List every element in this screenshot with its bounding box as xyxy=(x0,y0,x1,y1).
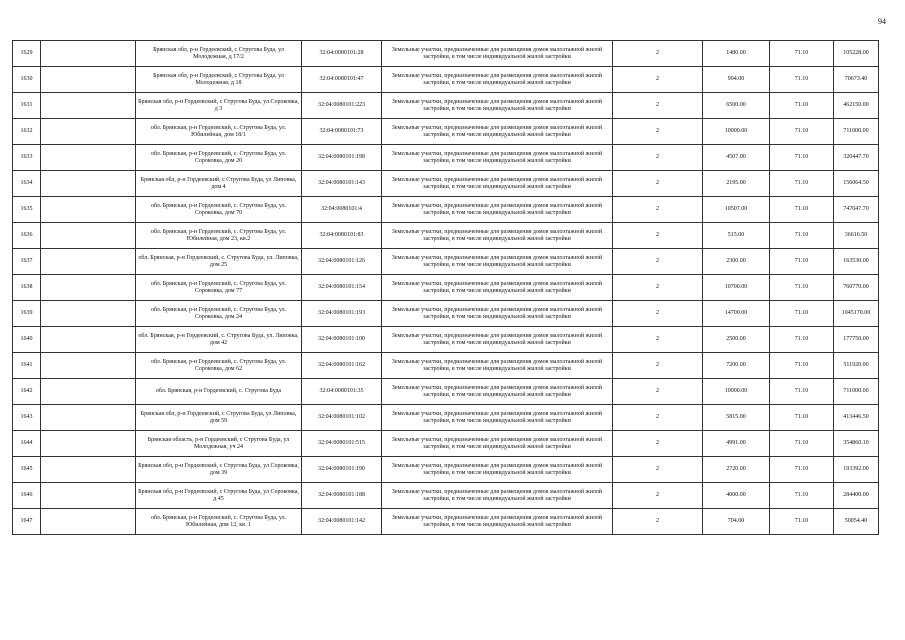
table-row xyxy=(13,223,879,249)
rate-cell: 71.10 xyxy=(770,483,834,509)
row-number: 1636 xyxy=(13,223,41,249)
rate-cell: 71.10 xyxy=(770,171,834,197)
table-row xyxy=(13,431,879,457)
rate-cell: 71.10 xyxy=(770,457,834,483)
row-number: 1643 xyxy=(13,405,41,431)
table-row xyxy=(13,483,879,509)
blank-cell xyxy=(41,509,136,535)
cadastral-number-cell: 32:04:0080101:193 xyxy=(302,301,382,327)
table-row xyxy=(13,275,879,301)
row-number: 1634 xyxy=(13,171,41,197)
row-number: 1639 xyxy=(13,301,41,327)
rate-cell: 71.10 xyxy=(770,301,834,327)
row-number: 1632 xyxy=(13,119,41,145)
cadastral-value-cell: 193392.00 xyxy=(834,457,879,483)
table-row xyxy=(13,119,879,145)
address-cell: обл. Брянская, р-н Гордеевский, с. Струговa Буда, ул. Юбилейная, дом 18/1 xyxy=(136,119,302,145)
table-row xyxy=(13,301,879,327)
area-cell: 2720.00 xyxy=(703,457,770,483)
cadastral-number-cell: 32:04:0080101:47 xyxy=(302,67,382,93)
cadastral-value-cell: 747047.70 xyxy=(834,197,879,223)
address-cell: обл. Брянская, р-н Гордеевский, с. Струговa Буда, ул. Сороковка, дом 20 xyxy=(136,145,302,171)
address-cell: обл. Брянская, р-н Гордеевский, с. Струговa Буда, ул. Сороковка, дом 77 xyxy=(136,275,302,301)
blank-cell xyxy=(41,93,136,119)
area-cell: 2195.00 xyxy=(703,171,770,197)
land-use-cell: Земельные участки, предназначенные для размещения домов малоэтажной жилой застройки, в том числе индивидуальной жилой застройки xyxy=(382,483,613,509)
row-number: 1635 xyxy=(13,197,41,223)
address-cell: Брянская обл, р-н Гордеевский, с Струговa Буда, ул Сороковка, д 45 xyxy=(136,483,302,509)
rate-cell: 71.10 xyxy=(770,275,834,301)
group-cell: 2 xyxy=(613,119,703,145)
address-cell: Брянская обл, р-н Гордеевский, с Струговa Буда, ул Молодежная, д 17/2 xyxy=(136,41,302,67)
land-use-cell: Земельные участки, предназначенные для размещения домов малоэтажной жилой застройки, в том числе индивидуальной жилой застройки xyxy=(382,431,613,457)
area-cell: 1480.00 xyxy=(703,41,770,67)
area-cell: 10507.00 xyxy=(703,197,770,223)
rate-cell: 71.10 xyxy=(770,197,834,223)
blank-cell xyxy=(41,275,136,301)
land-use-cell: Земельные участки, предназначенные для размещения домов малоэтажной жилой застройки, в том числе индивидуальной жилой застройки xyxy=(382,301,613,327)
table-row xyxy=(13,171,879,197)
group-cell: 2 xyxy=(613,145,703,171)
group-cell: 2 xyxy=(613,379,703,405)
cadastral-number-cell: 32:04:0080101:143 xyxy=(302,171,382,197)
land-use-cell: Земельные участки, предназначенные для размещения домов малоэтажной жилой застройки, в том числе индивидуальной жилой застройки xyxy=(382,405,613,431)
cadastral-number-cell: 32:04:0080101:162 xyxy=(302,353,382,379)
cadastral-value-cell: 320447.70 xyxy=(834,145,879,171)
cadastral-number-cell: 32:04:0080101:154 xyxy=(302,275,382,301)
group-cell: 2 xyxy=(613,223,703,249)
table-row xyxy=(13,41,879,67)
land-use-cell: Земельные участки, предназначенные для размещения домов малоэтажной жилой застройки, в том числе индивидуальной жилой застройки xyxy=(382,249,613,275)
land-use-cell: Земельные участки, предназначенные для размещения домов малоэтажной жилой застройки, в том числе индивидуальной жилой застройки xyxy=(382,171,613,197)
blank-cell xyxy=(41,249,136,275)
row-number: 1645 xyxy=(13,457,41,483)
address-cell: обл. Брянская, р-н Гордеевский, с. Струговa Буда, ул. Сороковка, дом 62 xyxy=(136,353,302,379)
cadastral-number-cell: 32:04:0080101:223 xyxy=(302,93,382,119)
rate-cell: 71.10 xyxy=(770,223,834,249)
blank-cell xyxy=(41,405,136,431)
land-use-cell: Земельные участки, предназначенные для размещения домов малоэтажной жилой застройки, в том числе индивидуальной жилой застройки xyxy=(382,93,613,119)
cadastral-value-cell: 177750.00 xyxy=(834,327,879,353)
group-cell: 2 xyxy=(613,457,703,483)
blank-cell xyxy=(41,483,136,509)
cadastral-number-cell: 32:04:0080101:83 xyxy=(302,223,382,249)
group-cell: 2 xyxy=(613,249,703,275)
cadastral-value-cell: 711000.00 xyxy=(834,379,879,405)
rate-cell: 71.10 xyxy=(770,93,834,119)
address-cell: обл. Брянская, р-н Гордеевский, с. Струговa Буда, ул. Юбилейная, дом 12, кв. 1 xyxy=(136,509,302,535)
address-cell: обл. Брянская, р-н Гордеевский, с. Струговa Буда, ул. Липовка, дом 25 xyxy=(136,249,302,275)
row-number: 1637 xyxy=(13,249,41,275)
land-use-cell: Земельные участки, предназначенные для размещения домов малоэтажной жилой застройки, в том числе индивидуальной жилой застройки xyxy=(382,509,613,535)
cadastral-number-cell: 32:04:0080101:188 xyxy=(302,483,382,509)
group-cell: 2 xyxy=(613,431,703,457)
row-number: 1646 xyxy=(13,483,41,509)
group-cell: 2 xyxy=(613,353,703,379)
blank-cell xyxy=(41,145,136,171)
land-use-cell: Земельные участки, предназначенные для размещения домов малоэтажной жилой застройки, в том числе индивидуальной жилой застройки xyxy=(382,379,613,405)
area-cell: 4991.00 xyxy=(703,431,770,457)
cadastral-value-cell: 511920.00 xyxy=(834,353,879,379)
blank-cell xyxy=(41,119,136,145)
table-row xyxy=(13,145,879,171)
rate-cell: 71.10 xyxy=(770,41,834,67)
cadastral-value-cell: 462150.00 xyxy=(834,93,879,119)
group-cell: 2 xyxy=(613,275,703,301)
land-use-cell: Земельные участки, предназначенные для размещения домов малоэтажной жилой застройки, в том числе индивидуальной жилой застройки xyxy=(382,119,613,145)
row-number: 1642 xyxy=(13,379,41,405)
group-cell: 2 xyxy=(613,171,703,197)
row-number: 1631 xyxy=(13,93,41,119)
cadastral-number-cell: 32:04:0080101:28 xyxy=(302,41,382,67)
rate-cell: 71.10 xyxy=(770,145,834,171)
cadastral-number-cell: 32:04:0080101:73 xyxy=(302,119,382,145)
row-number: 1641 xyxy=(13,353,41,379)
blank-cell xyxy=(41,301,136,327)
cadastral-number-cell: 32:04:0080101:198 xyxy=(302,145,382,171)
blank-cell xyxy=(41,353,136,379)
group-cell: 2 xyxy=(613,93,703,119)
blank-cell xyxy=(41,223,136,249)
table-row xyxy=(13,405,879,431)
table-row xyxy=(13,353,879,379)
area-cell: 2300.00 xyxy=(703,249,770,275)
row-number: 1647 xyxy=(13,509,41,535)
cadastral-number-cell: 32:04:0080101:35 xyxy=(302,379,382,405)
address-cell: Брянская обл, р-н Гордеевский, с Струговa Буда, ул Липовка, дом 4 xyxy=(136,171,302,197)
table-row xyxy=(13,197,879,223)
address-cell: обл. Брянская, р-н Гордеевский, с. Струговa Буда, ул. Сороковка, дом 24 xyxy=(136,301,302,327)
rate-cell: 71.10 xyxy=(770,405,834,431)
blank-cell xyxy=(41,379,136,405)
group-cell: 2 xyxy=(613,327,703,353)
cadastral-number-cell: 32:04:0080101:4 xyxy=(302,197,382,223)
area-cell: 7200.00 xyxy=(703,353,770,379)
cadastral-value-cell: 284400.00 xyxy=(834,483,879,509)
cadastral-number-cell: 32:04:0080101:142 xyxy=(302,509,382,535)
cadastral-value-cell: 50054.40 xyxy=(834,509,879,535)
blank-cell xyxy=(41,431,136,457)
group-cell: 2 xyxy=(613,405,703,431)
area-cell: 4507.00 xyxy=(703,145,770,171)
rate-cell: 71.10 xyxy=(770,431,834,457)
blank-cell xyxy=(41,171,136,197)
address-cell: обл. Брянская, р-н Гордеевский, с. Струговa Буда, ул. Липовка, дом 42 xyxy=(136,327,302,353)
page-number: 94 xyxy=(878,17,886,26)
land-use-cell: Земельные участки, предназначенные для размещения домов малоэтажной жилой застройки, в том числе индивидуальной жилой застройки xyxy=(382,353,613,379)
row-number: 1644 xyxy=(13,431,41,457)
area-cell: 4000.00 xyxy=(703,483,770,509)
cadastral-number-cell: 32:04:0080101:515 xyxy=(302,431,382,457)
cadastral-value-cell: 1045170.00 xyxy=(834,301,879,327)
blank-cell xyxy=(41,67,136,93)
table-row xyxy=(13,509,879,535)
table-row xyxy=(13,67,879,93)
area-cell: 5815.00 xyxy=(703,405,770,431)
cadastral-number-cell: 32:04:0080101:100 xyxy=(302,327,382,353)
area-cell: 10000.00 xyxy=(703,119,770,145)
cadastral-number-cell: 32:04:0080101:190 xyxy=(302,457,382,483)
address-cell: Брянская обл, р-н Гордеевский, с Струговa Буда, ул Сороковка, д 3 xyxy=(136,93,302,119)
area-cell: 2500.00 xyxy=(703,327,770,353)
blank-cell xyxy=(41,457,136,483)
blank-cell xyxy=(41,327,136,353)
address-cell: Брянская обл, р-н Гордеевский, с Струговa Буда, ул Сороковка, дом 39 xyxy=(136,457,302,483)
rate-cell: 71.10 xyxy=(770,249,834,275)
row-number: 1630 xyxy=(13,67,41,93)
area-cell: 704.00 xyxy=(703,509,770,535)
area-cell: 515.00 xyxy=(703,223,770,249)
area-cell: 10000.00 xyxy=(703,379,770,405)
address-cell: Брянская обл, р-н Гордеевский, с Струговa Буда, ул Молодежная, д 18 xyxy=(136,67,302,93)
row-number: 1638 xyxy=(13,275,41,301)
table-row xyxy=(13,327,879,353)
cadastral-value-cell: 105228.00 xyxy=(834,41,879,67)
group-cell: 2 xyxy=(613,197,703,223)
rate-cell: 71.10 xyxy=(770,379,834,405)
area-cell: 14700.00 xyxy=(703,301,770,327)
table-row xyxy=(13,457,879,483)
cadastral-value-cell: 156064.50 xyxy=(834,171,879,197)
address-cell: Брянская область, р-н Гордеевский, с Струговa Буда, ул Молодежная, уч 24 xyxy=(136,431,302,457)
group-cell: 2 xyxy=(613,509,703,535)
cadastral-value-cell: 354860.10 xyxy=(834,431,879,457)
address-cell: Брянская обл, р-н Гордеевский, с Струговa Буда, ул Липовка, дом 59 xyxy=(136,405,302,431)
land-register-table xyxy=(12,40,879,535)
cadastral-value-cell: 413446.50 xyxy=(834,405,879,431)
group-cell: 2 xyxy=(613,301,703,327)
blank-cell xyxy=(41,197,136,223)
land-use-cell: Земельные участки, предназначенные для размещения домов малоэтажной жилой застройки, в том числе индивидуальной жилой застройки xyxy=(382,197,613,223)
cadastral-value-cell: 760770.00 xyxy=(834,275,879,301)
land-use-cell: Земельные участки, предназначенные для размещения домов малоэтажной жилой застройки, в том числе индивидуальной жилой застройки xyxy=(382,275,613,301)
table-row xyxy=(13,379,879,405)
table-row xyxy=(13,249,879,275)
group-cell: 2 xyxy=(613,67,703,93)
address-cell: обл. Брянская, р-н Гордеевский, с. Струговa Буда xyxy=(136,379,302,405)
cadastral-value-cell: 36616.50 xyxy=(834,223,879,249)
cadastral-value-cell: 711000.00 xyxy=(834,119,879,145)
land-use-cell: Земельные участки, предназначенные для размещения домов малоэтажной жилой застройки, в том числе индивидуальной жилой застройки xyxy=(382,223,613,249)
cadastral-value-cell: 70673.40 xyxy=(834,67,879,93)
area-cell: 6500.00 xyxy=(703,93,770,119)
address-cell: обл. Брянская, р-н Гордеевский, с. Струговa Буда, ул. Сороковка, дом 70 xyxy=(136,197,302,223)
row-number: 1629 xyxy=(13,41,41,67)
cadastral-value-cell: 163530.00 xyxy=(834,249,879,275)
address-cell: обл. Брянская, р-н Гордеевский, с. Струговa Буда, ул. Юбилейная, дом 23, кв.2 xyxy=(136,223,302,249)
land-use-cell: Земельные участки, предназначенные для размещения домов малоэтажной жилой застройки, в том числе индивидуальной жилой застройки xyxy=(382,41,613,67)
row-number: 1633 xyxy=(13,145,41,171)
rate-cell: 71.10 xyxy=(770,353,834,379)
group-cell: 2 xyxy=(613,483,703,509)
cadastral-number-cell: 32:04:0080101:102 xyxy=(302,405,382,431)
rate-cell: 71.10 xyxy=(770,509,834,535)
rate-cell: 71.10 xyxy=(770,327,834,353)
group-cell: 2 xyxy=(613,41,703,67)
land-use-cell: Земельные участки, предназначенные для размещения домов малоэтажной жилой застройки, в том числе индивидуальной жилой застройки xyxy=(382,457,613,483)
area-cell: 994.00 xyxy=(703,67,770,93)
land-use-cell: Земельные участки, предназначенные для размещения домов малоэтажной жилой застройки, в том числе индивидуальной жилой застройки xyxy=(382,67,613,93)
land-use-cell: Земельные участки, предназначенные для размещения домов малоэтажной жилой застройки, в том числе индивидуальной жилой застройки xyxy=(382,327,613,353)
blank-cell xyxy=(41,41,136,67)
rate-cell: 71.10 xyxy=(770,67,834,93)
land-use-cell: Земельные участки, предназначенные для размещения домов малоэтажной жилой застройки, в том числе индивидуальной жилой застройки xyxy=(382,145,613,171)
cadastral-number-cell: 32:04:0080101:126 xyxy=(302,249,382,275)
table-row xyxy=(13,93,879,119)
area-cell: 10700.00 xyxy=(703,275,770,301)
row-number: 1640 xyxy=(13,327,41,353)
rate-cell: 71.10 xyxy=(770,119,834,145)
